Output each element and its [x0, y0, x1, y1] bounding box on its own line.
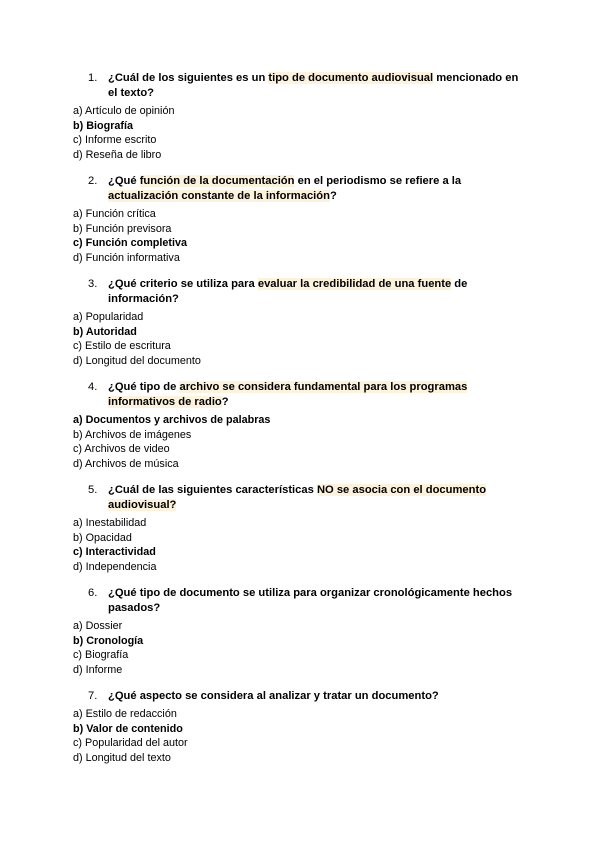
- answer-option: [73, 148, 600, 163]
- option-text: Estilo de redacción: [85, 708, 177, 720]
- options-list: [0, 619, 600, 677]
- answer-option: [73, 133, 600, 148]
- option-text: Independencia: [85, 560, 157, 573]
- answer-option: [73, 707, 600, 722]
- option-letter: c): [73, 649, 82, 662]
- question-number: 6.: [88, 587, 98, 599]
- question-text: [88, 483, 528, 513]
- highlighted-text: actualización constante de la información: [108, 190, 330, 202]
- option-text: Función previsora: [85, 222, 172, 235]
- correct-answer-option: [73, 236, 600, 251]
- option-text: Biografía: [86, 119, 133, 132]
- correct-answer-option: [73, 413, 600, 428]
- answer-option: [73, 516, 600, 531]
- question-number: 4.: [88, 381, 98, 393]
- option-letter: c): [73, 237, 83, 250]
- highlighted-text: función de la documentación: [139, 175, 295, 187]
- option-letter: c): [73, 340, 82, 353]
- option-letter: a): [73, 517, 83, 529]
- question-block: [0, 71, 600, 162]
- option-letter: d): [73, 354, 83, 367]
- question-block: [0, 174, 600, 265]
- option-text: Función completiva: [85, 237, 187, 250]
- option-text: Longitud del texto: [85, 751, 171, 764]
- correct-answer-option: [73, 722, 600, 737]
- question-segment: ¿Qué: [108, 175, 140, 187]
- highlighted-text: NO se asocia con el documento audiovisual?: [108, 484, 487, 511]
- option-text: Archivos de imágenes: [85, 428, 192, 441]
- option-text: Cronología: [86, 634, 144, 647]
- answer-option: [73, 736, 600, 751]
- option-text: Popularidad del autor: [85, 737, 188, 750]
- question-block: [0, 586, 600, 677]
- question-number: 2.: [88, 175, 98, 187]
- correct-answer-option: [73, 119, 600, 134]
- option-text: Autoridad: [85, 325, 137, 338]
- option-letter: b): [73, 119, 84, 132]
- answer-option: [73, 207, 600, 222]
- question-block: [0, 689, 600, 765]
- options-list: [0, 104, 600, 162]
- answer-option: [73, 339, 600, 354]
- options-list: [0, 207, 600, 265]
- answer-option: [73, 310, 600, 325]
- option-text: Reseña de libro: [85, 148, 162, 161]
- option-text: Función informativa: [85, 251, 180, 264]
- question-segment: ¿Qué aspecto se considera al analizar y tratar un documento?: [108, 690, 439, 702]
- option-text: Artículo de opinión: [85, 105, 175, 117]
- option-letter: c): [73, 134, 82, 147]
- option-letter: d): [73, 663, 83, 676]
- option-letter: b): [73, 634, 84, 647]
- question-text: [88, 689, 528, 704]
- question-segment: ?: [329, 190, 337, 202]
- question-number: 3.: [88, 278, 98, 290]
- options-list: [0, 413, 600, 471]
- option-letter: b): [73, 222, 83, 235]
- option-text: Informe: [85, 663, 123, 676]
- question-segment: ¿Cuál de los siguientes es un: [108, 72, 269, 84]
- options-list: [0, 516, 600, 574]
- question-text: [88, 174, 528, 204]
- option-letter: b): [73, 722, 84, 735]
- question-number: 5.: [88, 484, 98, 496]
- question-segment: en el periodismo se refiere a la: [294, 175, 462, 187]
- option-letter: d): [73, 560, 83, 573]
- option-text: Inestabilidad: [85, 517, 147, 529]
- question-text: [88, 380, 528, 410]
- answer-option: [73, 428, 600, 443]
- option-letter: d): [73, 148, 83, 161]
- correct-answer-option: [73, 325, 600, 340]
- question-text: [88, 586, 528, 616]
- answer-option: [73, 104, 600, 119]
- option-letter: a): [73, 414, 83, 426]
- option-letter: b): [73, 428, 83, 441]
- highlighted-text: archivo se considera fundamental para los programas informativos de radio: [108, 381, 468, 408]
- option-letter: c): [73, 546, 83, 559]
- option-letter: a): [73, 311, 83, 323]
- option-text: Archivos de video: [84, 443, 170, 456]
- answer-option: [73, 251, 600, 266]
- option-text: Estilo de escritura: [85, 340, 171, 353]
- question-segment: ¿Qué criterio se utiliza para: [108, 278, 258, 290]
- correct-answer-option: [73, 545, 600, 560]
- answer-option: [73, 751, 600, 766]
- options-list: [0, 707, 600, 765]
- question-segment: ¿Qué tipo de documento se utiliza para organizar cronológicamente hechos pasados?: [108, 587, 513, 614]
- option-letter: a): [73, 620, 83, 632]
- highlighted-text: evaluar la credibilidad de una fuente: [257, 278, 452, 290]
- option-text: Valor de contenido: [86, 722, 183, 735]
- option-text: Informe escrito: [85, 134, 157, 147]
- option-text: Archivos de música: [85, 457, 179, 470]
- option-text: Dossier: [85, 620, 123, 632]
- answer-option: [73, 457, 600, 472]
- question-block: [0, 483, 600, 574]
- answer-option: [73, 442, 600, 457]
- question-number: 7.: [88, 690, 98, 702]
- option-letter: d): [73, 251, 83, 264]
- answer-option: [73, 222, 600, 237]
- question-segment: ¿Qué tipo de: [108, 381, 180, 393]
- answer-option: [73, 619, 600, 634]
- highlighted-text: tipo de documento audiovisual: [268, 72, 434, 84]
- answer-option: [73, 531, 600, 546]
- question-segment: de información?: [108, 278, 468, 305]
- option-letter: c): [73, 737, 82, 750]
- option-text: Función crítica: [85, 208, 156, 220]
- question-segment: mencionado en el texto?: [108, 72, 519, 99]
- option-letter: d): [73, 751, 83, 764]
- question-text: [88, 71, 528, 101]
- option-text: Biografía: [85, 649, 129, 662]
- question-segment: ?: [221, 396, 229, 408]
- option-letter: c): [73, 443, 82, 456]
- option-text: Opacidad: [85, 531, 132, 544]
- option-letter: a): [73, 708, 83, 720]
- options-list: [0, 310, 600, 368]
- answer-option: [73, 663, 600, 678]
- option-text: Popularidad: [85, 311, 144, 323]
- answer-option: [73, 354, 600, 369]
- option-letter: a): [73, 208, 83, 220]
- answer-option: [73, 648, 600, 663]
- option-text: Longitud del documento: [85, 354, 201, 367]
- option-letter: b): [73, 325, 84, 338]
- question-block: [0, 380, 600, 471]
- option-text: Documentos y archivos de palabras: [85, 414, 271, 426]
- option-letter: b): [73, 531, 83, 544]
- question-number: 1.: [88, 72, 98, 84]
- option-text: Interactividad: [85, 546, 156, 559]
- question-text: [88, 277, 528, 307]
- question-segment: ¿Cuál de las siguientes características: [108, 484, 317, 496]
- correct-answer-option: [73, 634, 600, 649]
- question-block: [0, 277, 600, 368]
- option-letter: d): [73, 457, 83, 470]
- answer-option: [73, 560, 600, 575]
- option-letter: a): [73, 105, 83, 117]
